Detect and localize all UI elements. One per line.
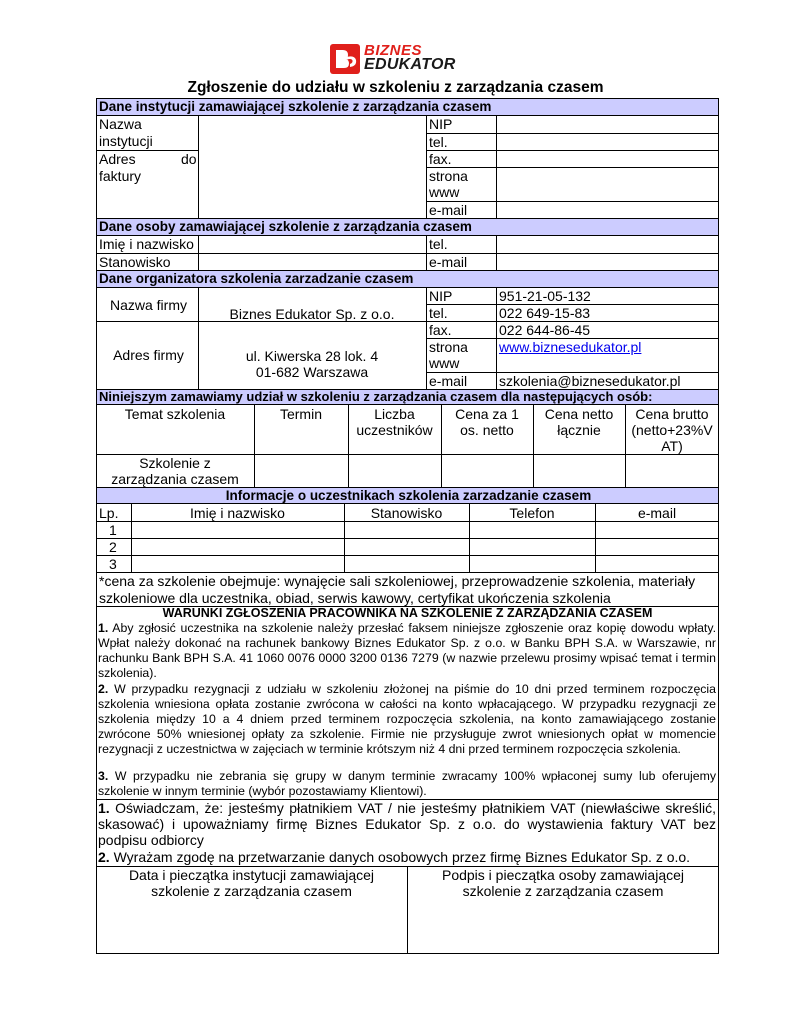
orderer-position-field[interactable] xyxy=(198,253,426,270)
label-full-name: Imię i nazwisko xyxy=(99,236,194,252)
label-org-www-2: www xyxy=(429,355,460,371)
invoice-address-field[interactable] xyxy=(198,150,426,218)
section-header-order: Niniejszym zamawiamy udział w szkoleniu z zarządzania czasem dla następujących osób: xyxy=(97,390,718,405)
order-term-field[interactable] xyxy=(254,454,348,487)
signature-left-label-2: szkolenie z zarządzania czasem xyxy=(151,883,352,899)
condition-1-text: Aby zgłosić uczestnika na szkolenie należy przesłać faksem niniejsze zgłoszenie oraz kopię dowodu wpłaty. Wpłat należy dokonać na rachunek bankowy Biznes Edukator Sp. z o.o. w Banku BPH S.A. w Warszawie, nr rachunku Bank BPH S.A. 41 1060 0076 0000 3200 0136 7279 (w nazwie przelewu prosimy wpisać temat i termin szkolenia). xyxy=(98,621,716,680)
signature-left-label-1: Data i pieczątka instytucji zamawiającej xyxy=(128,867,375,883)
label-www-1: strona xyxy=(429,168,468,184)
institution-www-field[interactable] xyxy=(496,167,719,201)
document-title: Zgłoszenie do udziału w szkoleniu z zarządzania czasem xyxy=(187,79,604,96)
condition-3-number: 3. xyxy=(98,769,109,783)
label-fax: fax. xyxy=(429,151,452,167)
price-note-line1: *cena za szkolenie obejmuje: wynajęcie sali szkoleniowej, przeprowadzenie szkolenia, materiały xyxy=(99,573,696,589)
institution-stamp-area[interactable] xyxy=(96,900,407,954)
signature-right-label-2: szkolenie z zarządzania czasem xyxy=(462,883,664,899)
participant-row-number: 2 xyxy=(109,539,117,555)
col-price-2: os. netto xyxy=(460,422,514,438)
condition-2 xyxy=(98,682,716,757)
col-count-1: Liczba xyxy=(374,406,415,422)
org-tel-value: 022 649-15-83 xyxy=(499,305,591,321)
org-website-link[interactable]: www.biznesedukator.pl xyxy=(499,339,642,355)
price-note-line2: szkoleniowe dla uczestnika, obiad, serwis kawowy, certyfikat ukończenia szkolenia xyxy=(99,590,611,606)
label-org-fax: fax. xyxy=(429,322,452,338)
org-fax-value: 022 644-86-45 xyxy=(499,322,591,338)
col-net-1: Cena netto xyxy=(544,406,614,422)
label-www-2: www xyxy=(429,184,460,200)
col-gross-1: Cena brutto xyxy=(635,406,709,422)
label-address: Adres xyxy=(99,151,136,167)
label-org-nip: NIP xyxy=(429,288,453,304)
section-header-institution: Dane instytucji zamawiającej szkolenie z zarządzania czasem xyxy=(97,99,718,116)
declaration-2-text: Wyrażam zgodę na przetwarzanie danych osobowych przez firmę Biznes Edukator Sp. z o.o. xyxy=(109,849,691,865)
org-nip-value: 951-21-05-132 xyxy=(499,288,591,304)
order-topic-2: zarządzania czasem xyxy=(111,471,239,487)
label-invoice: faktury xyxy=(99,168,142,184)
section-header-orderer: Dane osoby zamawiającej szkolenie z zarządzania czasem xyxy=(97,219,718,236)
logo-line-2: EDUKATOR xyxy=(364,56,456,73)
section-header-organizer: Dane organizatora szkolenia zarzadzanie czasem xyxy=(97,271,718,288)
institution-tel-field[interactable] xyxy=(496,133,719,150)
condition-1 xyxy=(98,621,716,681)
label-email: e-mail xyxy=(429,202,468,218)
institution-name-field[interactable] xyxy=(198,116,426,150)
conditions-header: WARUNKI ZGŁOSZENIA PRACOWNIKA NA SZKOLENIE Z ZARZĄDZANIA CZASEM xyxy=(162,606,653,620)
order-count-field[interactable] xyxy=(348,454,441,487)
label-nip: NIP xyxy=(429,116,453,132)
label-orderer-email: e-mail xyxy=(429,254,468,270)
company-address-line1: ul. Kiwerska 28 lok. 4 xyxy=(245,348,379,364)
condition-2-text: W przypadku rezygnacji z udziału w szkoleniu złożonej na piśmie do 10 dni przed terminem rozpoczęcia szkolenia wniesiona opłata zostanie zwrócona w całości na konto wpłacającego. W przypadku rezygnacji ze szkolenia między 10 a 4 dniem przed terminem rozpoczęcia szkolenia, na konto zamawiającego zostanie zwrócone 50% wniesionej opłaty za szkolenie. Firmie nie przysługuje zwrot wniesionych opłat w momencie rezygnacji z uczestnictwa w zajęciach w terminie krótszym niż 4 dni przed terminem rozpoczęcia szkolenia. xyxy=(98,682,716,756)
order-topic-1: Szkolenie z xyxy=(139,455,211,471)
col-participant-email: e-mail xyxy=(637,505,677,521)
label-name: Nazwa xyxy=(99,116,142,132)
declaration-2 xyxy=(98,849,716,865)
col-gross-2: (netto+23%V xyxy=(631,422,713,438)
declaration-1-number: 1. xyxy=(98,800,110,816)
order-price-field[interactable] xyxy=(441,454,533,487)
participant-row-3-fields[interactable] xyxy=(131,555,719,572)
orderer-email-field[interactable] xyxy=(496,253,719,270)
col-count-2: uczestników xyxy=(356,422,433,438)
participant-row-2-fields[interactable] xyxy=(131,538,719,555)
label-position: Stanowisko xyxy=(99,254,171,270)
col-participant-phone: Telefon xyxy=(509,505,555,521)
label-org-email: e-mail xyxy=(429,373,468,389)
declaration-1-text: Oświadczam, że: jesteśmy płatnikiem VAT / nie jesteśmy płatnikiem VAT (niewłaściwe skreślić, skasować) i upoważniamy firmę Biznes Edukator Sp. z o.o. do wystawienia faktury VAT bez podpisu odbiorcy xyxy=(98,800,716,848)
section-header-participants: Informacje o uczestnikach szkolenia zarzadzanie czasem xyxy=(97,488,718,504)
col-term: Termin xyxy=(279,406,322,422)
participant-row-number: 3 xyxy=(109,556,117,572)
label-orderer-tel: tel. xyxy=(429,236,448,252)
label-institution: instytucji xyxy=(99,133,153,149)
condition-1-number: 1. xyxy=(98,621,109,635)
logo-text xyxy=(364,44,456,72)
company-address-line2: 01-682 Warszawa xyxy=(255,364,369,380)
col-lp: Lp. xyxy=(99,505,119,521)
orderer-signature-area[interactable] xyxy=(407,900,719,954)
col-net-2: łącznie xyxy=(557,422,601,438)
signature-right-label-1: Podpis i pieczątka osoby zamawiającej xyxy=(441,867,684,883)
institution-fax-field[interactable] xyxy=(496,150,719,167)
col-price-1: Cena za 1 xyxy=(455,406,519,422)
institution-nip-field[interactable] xyxy=(496,116,719,133)
label-address-do: do xyxy=(181,151,197,167)
col-gross-3: AT) xyxy=(661,438,683,454)
declaration-2-number: 2. xyxy=(98,849,110,865)
orderer-tel-field[interactable] xyxy=(496,236,719,253)
col-participant-name: Imię i nazwisko xyxy=(190,505,285,521)
condition-3 xyxy=(98,769,716,799)
declaration-1 xyxy=(98,800,716,848)
condition-2-number: 2. xyxy=(98,682,109,696)
label-company-address: Adres firmy xyxy=(113,347,184,363)
company-name-value: Biznes Edukator Sp. z o.o. xyxy=(229,306,395,322)
condition-3-text: W przypadku nie zebrania się grupy w danym terminie zwracamy 100% wpłaconej sumy lub oferujemy szkolenie w innym terminie (wybór pozostawiamy Klientowi). xyxy=(98,769,716,798)
label-tel: tel. xyxy=(429,134,448,150)
label-company-name: Nazwa firmy xyxy=(109,297,187,313)
col-participant-position: Stanowisko xyxy=(370,505,443,521)
label-org-tel: tel. xyxy=(429,305,448,321)
order-gross-field[interactable] xyxy=(625,454,719,487)
logo-mark-icon xyxy=(330,44,360,74)
logo-line-1: BIZNES xyxy=(364,42,423,59)
col-topic: Temat szkolenia xyxy=(124,406,226,422)
participant-row-number: 1 xyxy=(109,522,117,538)
order-net-field[interactable] xyxy=(533,454,625,487)
label-org-www-1: strona xyxy=(429,339,468,355)
institution-email-field[interactable] xyxy=(496,201,719,218)
participant-row-1-fields[interactable] xyxy=(131,521,719,538)
company-logo xyxy=(330,42,460,76)
org-email-value: szkolenia@biznesedukator.pl xyxy=(499,373,681,389)
orderer-name-field[interactable] xyxy=(198,236,426,253)
